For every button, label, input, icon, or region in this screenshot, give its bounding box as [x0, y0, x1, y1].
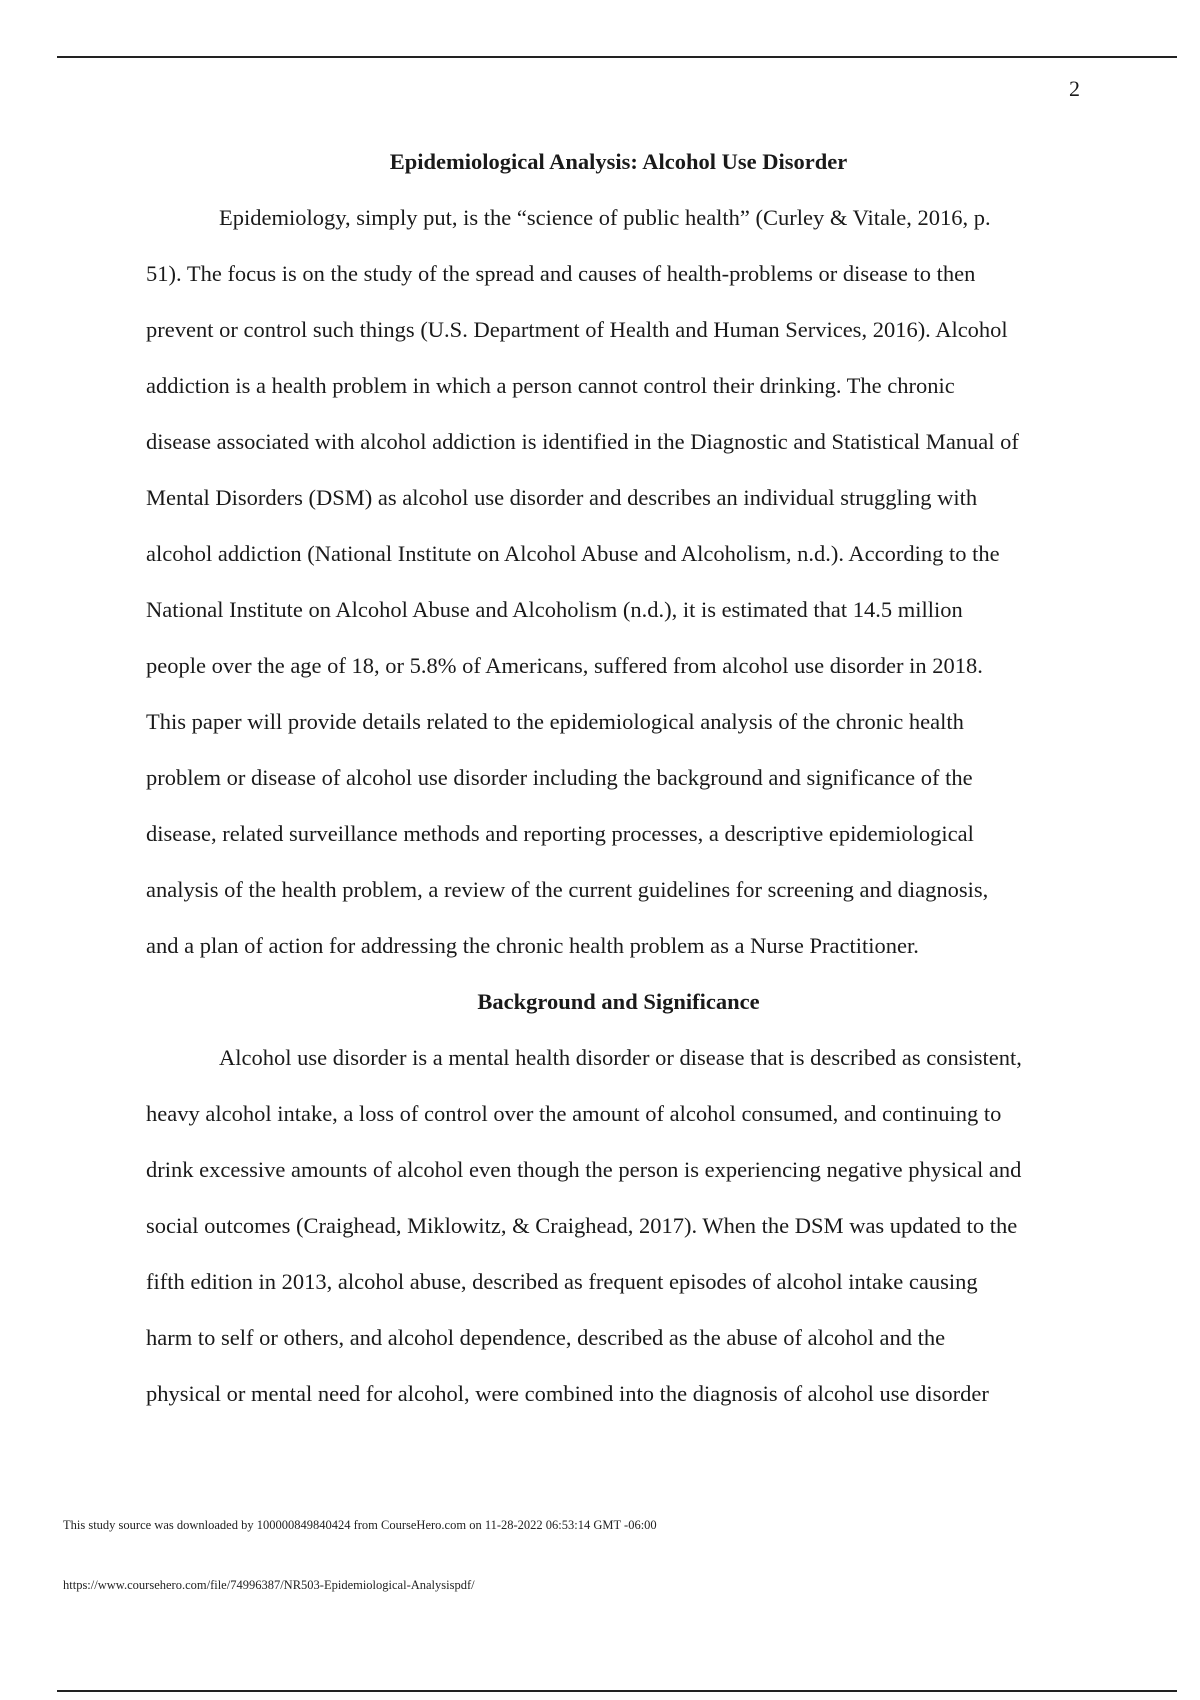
paragraph-line: social outcomes (Craighead, Miklowitz, & Craighead, 2017). When the DSM was updated to the	[146, 1213, 1018, 1238]
paragraph-line: addiction is a health problem in which a person cannot control their drinking. The chronic	[146, 373, 955, 398]
paragraph-line: people over the age of 18, or 5.8% of Americans, suffered from alcohol use disorder in 2018.	[146, 653, 983, 678]
source-url[interactable]: https://www.coursehero.com/file/74996387/NR503-Epidemiological-Analysispdf/	[63, 1578, 475, 1592]
paragraph-line: drink excessive amounts of alcohol even though the person is experiencing negative physical and	[146, 1157, 1022, 1182]
paragraph-line: 51). The focus is on the study of the spread and causes of health-problems or disease to then	[146, 261, 976, 286]
paragraph-line: disease, related surveillance methods and reporting processes, a descriptive epidemiological	[146, 821, 974, 846]
document-body	[146, 134, 1091, 1422]
paragraph-line: problem or disease of alcohol use disorder including the background and significance of the	[146, 765, 973, 790]
paragraph-line: fifth edition in 2013, alcohol abuse, described as frequent episodes of alcohol intake causing	[146, 1269, 978, 1294]
bottom-rule	[57, 1690, 1177, 1692]
paragraph-line: and a plan of action for addressing the chronic health problem as a Nurse Practitioner.	[146, 933, 919, 958]
paragraph-line: physical or mental need for alcohol, were combined into the diagnosis of alcohol use disorder	[146, 1381, 989, 1406]
paragraph-line: harm to self or others, and alcohol dependence, described as the abuse of alcohol and the	[146, 1325, 946, 1350]
section-heading: Background and Significance	[477, 989, 760, 1014]
intro-paragraph	[146, 190, 1091, 974]
paragraph-line: heavy alcohol intake, a loss of control over the amount of alcohol consumed, and continuing to	[146, 1101, 1002, 1126]
paragraph-line: analysis of the health problem, a review of the current guidelines for screening and diagnosis,	[146, 877, 989, 902]
paragraph-line: Alcohol use disorder is a mental health disorder or disease that is described as consistent,	[219, 1045, 1022, 1070]
download-source-note: This study source was downloaded by 100000849840424 from CourseHero.com on 11-28-2022 06:53:14 GMT -06:00	[63, 1518, 657, 1532]
document-title: Epidemiological Analysis: Alcohol Use Disorder	[389, 149, 848, 174]
top-rule	[57, 56, 1177, 58]
paragraph-line: This paper will provide details related to the epidemiological analysis of the chronic health	[146, 709, 964, 734]
paragraph-line: Epidemiology, simply put, is the “science of public health” (Curley & Vitale, 2016, p.	[219, 205, 991, 230]
paragraph-line: alcohol addiction (National Institute on Alcohol Abuse and Alcoholism, n.d.). According to the	[146, 541, 1000, 566]
paragraph-line: prevent or control such things (U.S. Department of Health and Human Services, 2016). Alcohol	[146, 317, 1008, 342]
paragraph-line: Mental Disorders (DSM) as alcohol use disorder and describes an individual struggling with	[146, 485, 978, 510]
paragraph-line: disease associated with alcohol addiction is identified in the Diagnostic and Statistical Manual of	[146, 429, 1019, 454]
background-paragraph	[146, 1030, 1091, 1422]
paragraph-line: National Institute on Alcohol Abuse and Alcoholism (n.d.), it is estimated that 14.5 million	[146, 597, 963, 622]
page-number: 2	[1069, 76, 1080, 101]
